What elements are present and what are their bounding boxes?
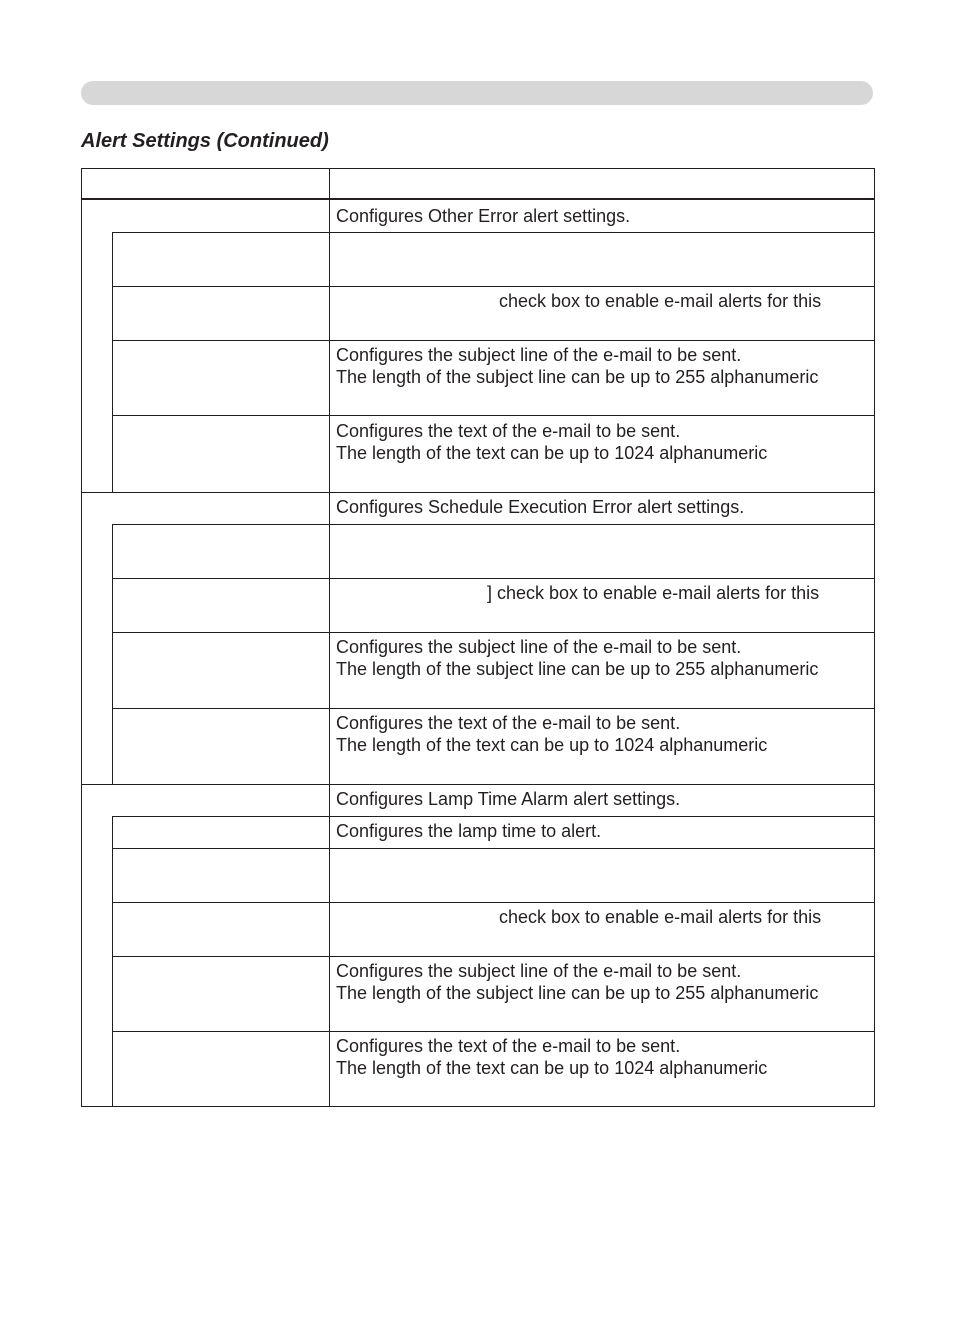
section-description: Configures Schedule Execution Error alert settings. (336, 497, 745, 517)
subject-description-line: The length of the subject line can be up to 255 alphanumeric (336, 367, 819, 387)
section-description: Configures Lamp Time Alarm alert settings. (336, 789, 681, 809)
enable-checkbox-description: ] check box to enable e-mail alerts for this (487, 583, 820, 603)
subject-description-line: The length of the subject line can be up to 255 alphanumeric (336, 659, 819, 679)
header-divider (329, 169, 330, 198)
column-divider (329, 200, 330, 1107)
row-divider (112, 848, 874, 849)
subject-description-line: Configures the subject line of the e-mail to be sent. (336, 637, 742, 657)
subject-description-line: The length of the subject line can be up to 255 alphanumeric (336, 983, 819, 1003)
row-divider (112, 415, 874, 416)
text-description-line: The length of the text can be up to 1024 alphanumeric (336, 1058, 768, 1078)
header-bottom-rule (82, 198, 874, 200)
text-description-line: Configures the text of the e-mail to be sent. (336, 421, 681, 441)
indent-divider (112, 232, 113, 492)
section-divider (82, 492, 874, 493)
text-description-line: Configures the text of the e-mail to be sent. (336, 713, 681, 733)
row-divider (112, 286, 874, 287)
subject-description-line: Configures the subject line of the e-mail to be sent. (336, 345, 742, 365)
row-divider (112, 632, 874, 633)
row-divider (112, 1031, 874, 1032)
row-divider (112, 232, 874, 233)
row-divider (112, 578, 874, 579)
lamp-time-description: Configures the lamp time to alert. (336, 821, 602, 841)
row-divider (112, 816, 874, 817)
text-description-line: Configures the text of the e-mail to be sent. (336, 1036, 681, 1056)
indent-divider (112, 816, 113, 1107)
row-divider (112, 524, 874, 525)
page-title: Alert Settings (Continued) (81, 130, 329, 152)
section-divider (82, 784, 874, 785)
indent-divider (112, 524, 113, 784)
section-description: Configures Other Error alert settings. (336, 206, 631, 226)
subject-description-line: Configures the subject line of the e-mail to be sent. (336, 961, 742, 981)
alert-settings-table (81, 168, 875, 1107)
row-divider (112, 708, 874, 709)
text-description-line: The length of the text can be up to 1024 alphanumeric (336, 735, 768, 755)
text-description-line: The length of the text can be up to 1024 alphanumeric (336, 443, 768, 463)
row-divider (112, 902, 874, 903)
section-header-bar (81, 81, 873, 105)
row-divider (112, 956, 874, 957)
enable-checkbox-description: check box to enable e-mail alerts for this (499, 907, 822, 927)
row-divider (112, 340, 874, 341)
enable-checkbox-description: check box to enable e-mail alerts for this (499, 291, 822, 311)
